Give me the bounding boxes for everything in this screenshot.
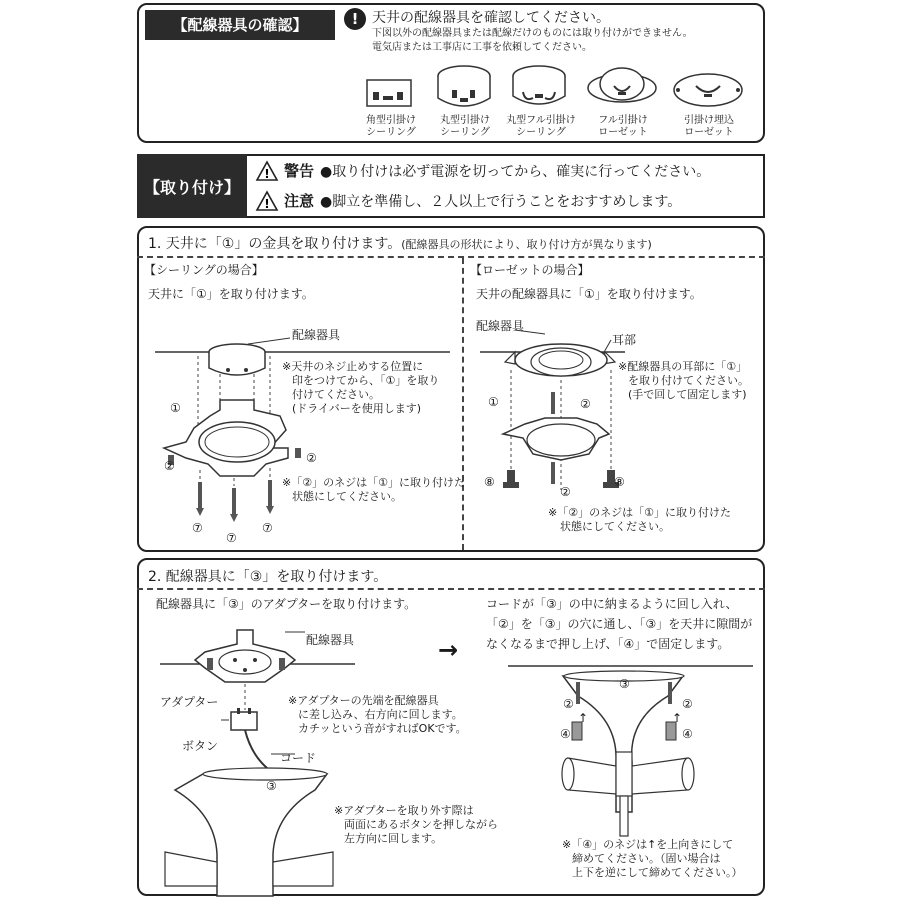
rosette-screw-note-1: ※「②」のネジは「①」に取り付けた (548, 506, 731, 519)
rosette-note-3: (手で回して固定します) (628, 388, 747, 401)
fixture-type-2-label-1: 丸型引掛け (440, 115, 490, 126)
rosette-n2-lower: ② (560, 485, 571, 499)
confirm-tag: 【配線器具の確認】 (145, 10, 335, 40)
step2-right-n2-right: ② (682, 697, 693, 711)
step2-right-text-3: なくなるまで押し上げ、「④」で固定します。 (486, 637, 730, 651)
rosette-part-label: 配線器具 (476, 319, 525, 333)
warning-triangle-icon (256, 161, 278, 181)
adapter-attachment-illustration (155, 624, 355, 896)
step2-title: 2. 配線器具に「③」を取り付けます。 (148, 569, 388, 585)
step2-right-n3: ③ (619, 677, 630, 691)
step2-right-n4-right: ④ (682, 727, 693, 741)
rosette-heading: 【ローゼットの場合】 (470, 263, 590, 277)
ceiling-n1: ① (170, 401, 181, 415)
remove-note-1: ※アダプターを取り外す際は (334, 804, 474, 817)
step2-right-text-1: コードが「③」の中に納まるように回し入れ、 (486, 597, 738, 611)
warning-text: ●取り付けは必ず電源を切ってから、確実に行ってください。 (320, 163, 711, 180)
rosette-note-1: ※配線器具の耳部に「①」 (618, 360, 748, 373)
remove-note-2: 両面にあるボタンを押しながら (344, 818, 498, 831)
ceiling-n2-left: ② (164, 459, 175, 473)
round-full-ceiling-fixture-illustration (511, 62, 571, 114)
caution-label: 注意 (284, 192, 315, 210)
rosette-mounting-illustration (475, 330, 635, 520)
step2-part-label: 配線器具 (306, 633, 355, 647)
rosette-n8-right: ⑧ (614, 475, 625, 489)
rosette-text: 天井の配線器具に「①」を取り付けます。 (476, 287, 702, 301)
ceiling-note-2: 印をつけてから、「①」を取り (292, 374, 440, 387)
fixture-type-3-label-2: シーリング (516, 127, 566, 138)
cord-label: コード (280, 751, 317, 765)
fixture-type-1-label-1: 角型引掛け (366, 115, 416, 126)
remove-note-3: 左方向に回します。 (344, 832, 443, 845)
ceiling-note-1: ※天井のネジ止めする位置に (282, 360, 424, 373)
rosette-note-2: を取り付けてください。 (628, 374, 749, 387)
rosette-n8-left: ⑧ (484, 475, 495, 489)
round-ceiling-fixture-illustration (436, 62, 496, 114)
rosette-screw-note-2: 状態にしてください。 (560, 520, 670, 533)
button-label: ボタン (182, 739, 219, 753)
step2-screw-note-2: 締めてください。（固い場合は (572, 852, 721, 865)
ceiling-n7-c: ⑦ (262, 521, 273, 535)
fixture-type-5-label-1: 引掛け埋込 (684, 115, 734, 126)
ceiling-screw-note-2: 状態にしてください。 (292, 490, 402, 503)
ceiling-n7-b: ⑦ (226, 531, 237, 545)
full-rosette-illustration (586, 62, 658, 114)
step2-right-text-2: 「②」を「③」の穴に通し、「③」を天井に隙間が (486, 617, 753, 631)
adapter-label: アダプター (160, 695, 219, 709)
ceiling-note-4: (ドライバーを使用します) (292, 402, 422, 415)
embedded-rosette-illustration (672, 68, 744, 112)
fixture-type-3-label-1: 丸型フル引掛け (506, 115, 576, 126)
confirm-note-1: 下図以外の配線器具または配線だけのものには取り付けができません。 (372, 28, 693, 39)
step2-screw-note-1: ※「④」のネジは↑を上向きにして (562, 838, 734, 851)
ceiling-part-label: 配線器具 (292, 328, 341, 342)
adapter-note-2: に差し込み、右方向に回します。 (298, 708, 463, 721)
step1-title-note: (配線器具の形状により、取り付け方が異なります) (401, 238, 652, 251)
step1-divider-v (462, 258, 464, 550)
adapter-note-1: ※アダプターの先端を配線器具 (288, 694, 439, 707)
ceiling-text: 天井に「①」を取り付けます。 (148, 287, 314, 301)
adapter-note-3: カチッという音がすればOKです。 (298, 722, 467, 735)
warning-label: 警告 (284, 162, 315, 180)
rosette-ear-label: 耳部 (612, 333, 637, 347)
ceiling-n7-a: ⑦ (192, 521, 203, 535)
square-ceiling-fixture-illustration (365, 78, 415, 112)
warning-row (256, 160, 710, 181)
ceiling-note-3: 付けてください。 (292, 388, 380, 401)
confirm-title: 天井の配線器具を確認してください。 (372, 10, 610, 26)
confirm-note-2: 電気店または工事店に工事を依頼してください。 (372, 42, 592, 53)
ceiling-screw-note-1: ※「②」のネジは「①」に取り付けた (282, 476, 465, 489)
caution-triangle-icon (256, 191, 278, 211)
step2-left-text: 配線器具に「③」のアダプターを取り付けます。 (156, 597, 417, 611)
fixture-type-4-label-2: ローゼット (598, 127, 648, 138)
ceiling-heading: 【シーリングの場合】 (144, 263, 264, 277)
step2-right-n2-left: ② (563, 697, 574, 711)
svg-text:!: ! (264, 166, 270, 181)
step2-right-up-left: ↑ (578, 711, 589, 725)
step1-title-main: 1. 天井に「①」の金具を取り付けます。 (148, 236, 402, 252)
step2-right-up-right: ↑ (672, 711, 683, 725)
step2-screw-note-3: 上下を逆にして締めてください。） (572, 866, 743, 879)
ceiling-n2-right: ② (306, 451, 317, 465)
fixture-type-2-label-2: シーリング (440, 127, 490, 138)
svg-text:!: ! (264, 196, 270, 211)
step2-arrow: → (438, 636, 459, 664)
fixture-type-1-label-2: シーリング (366, 127, 416, 138)
fixture-type-5-label-2: ローゼット (684, 127, 734, 138)
rosette-n2-upper: ② (580, 397, 591, 411)
step1-divider-h (137, 256, 765, 258)
step2-right-n4-left: ④ (560, 727, 571, 741)
step2-divider (137, 588, 765, 590)
step1-title (148, 233, 652, 253)
exclamation-icon: ! (344, 8, 366, 30)
step2-left-n3: ③ (266, 779, 277, 793)
fixture-type-4-label-1: フル引掛け (598, 115, 648, 126)
rosette-n1: ① (488, 395, 499, 409)
caution-text: ●脚立を準備し、２人以上で行うことをおすすめします。 (320, 193, 682, 210)
install-tag: 【取り付け】 (137, 154, 247, 218)
caution-row (256, 190, 681, 211)
